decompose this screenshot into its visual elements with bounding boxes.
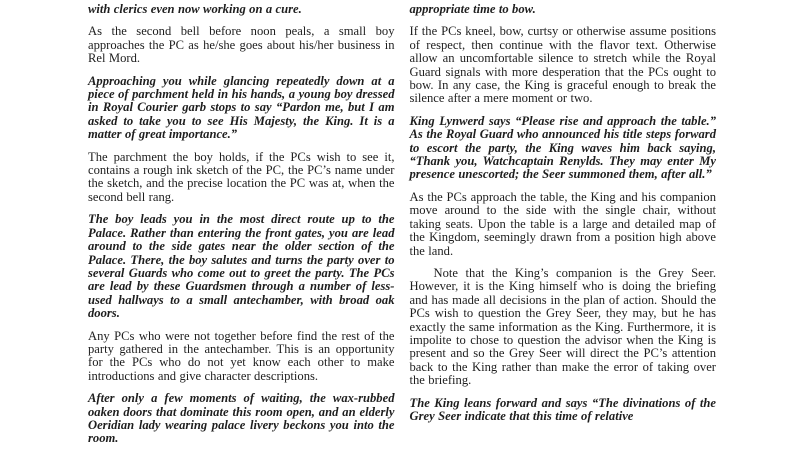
paragraph-left-1-body: As the second bell before noon peals, a small boy approaches the PC as he/she goes about his/her business in Rel Mord.: [88, 24, 395, 66]
paragraph-right-5-flavor: The King leans forward and says “The divinations of the Grey Seer indicate that this time of relative: [409, 395, 716, 423]
paragraph-left-0-flavor: with clerics even now working on a cure.: [88, 2, 302, 16]
paragraph-left-5-body: Any PCs who were not together before find the rest of the party gathered in the antechamber. This is an opportunity for the PCs who do not yet know each other to make introductions and give character descriptions.: [88, 328, 395, 383]
paragraph-left-2-flavor: Approaching you while glancing repeatedly down at a piece of parchment held in his hands, a young boy dressed in Royal Courier garb stops to say “Pardon me, but I am asked to take you to see His Majesty, the King. It is a matter of great importance.”: [88, 73, 395, 142]
paragraph-right-1-body: If the PCs kneel, bow, curtsy or otherwise assume positions of respect, then continue with the flavor text. Otherwise allow an uncomfortable silence to stretch while the Royal Guard signals with more desperation that the PCs ought to bow. In any case, the King is graceful enough to break the silence after a mere moment or two.: [409, 24, 716, 106]
column-left: [88, 3, 395, 450]
paragraph-right-0-flavor: appropriate time to bow.: [409, 2, 536, 16]
column-right: [410, 3, 717, 450]
paragraph-right-2-flavor: King Lynwerd says “Please rise and approach the table.” As the Royal Guard who announced his title steps forward to escort the party, the King waves him back saying, “Thank you, Watchcaptain Renylds. They may enter My presence unescorted; the Seer summoned them, after all.”: [409, 113, 716, 182]
paragraph-right-3-body: As the PCs approach the table, the King and his companion move around to the side with the single chair, without taking seats. Upon the table is a large and detailed map of the Kingdom, seemingly drawn from a position high above the land.: [409, 189, 716, 258]
paragraph-left-4-flavor: The boy leads you in the most direct route up to the Palace. Rather than entering the front gates, you are lead around to the side gates near the older section of the Palace. There, the boy salutes and turns the party over to several Guards who come out to greet the party. The PCs are lead by these Guardsmen through a number of less-used hallways to a small antechamber, with broad oak doors.: [88, 212, 395, 321]
paragraph-right-4-body: Note that the King’s companion is the Grey Seer. However, it is the King himself who is doing the briefing and has made all decisions in the plan of action. Should the PCs wish to question the Grey Seer, they may, but he has exactly the same information as the King. Furthermore, it is impolite to chose to question the advisor when the King is present and so the Grey Seer will direct the PC’s attention back to the King rather than make the error of taking over the briefing.: [409, 265, 716, 388]
paragraph-left-3-body: The parchment the boy holds, if the PCs wish to see it, contains a rough ink sketch of the PC, the PC’s name under the sketch, and the precise location the PC was at, when the second bell rang.: [88, 149, 395, 204]
paragraph-left-6-flavor: After only a few moments of waiting, the wax-rubbed oaken doors that dominate this room open, and an elderly Oeridian lady wearing palace livery beckons you into the room.: [88, 391, 395, 446]
